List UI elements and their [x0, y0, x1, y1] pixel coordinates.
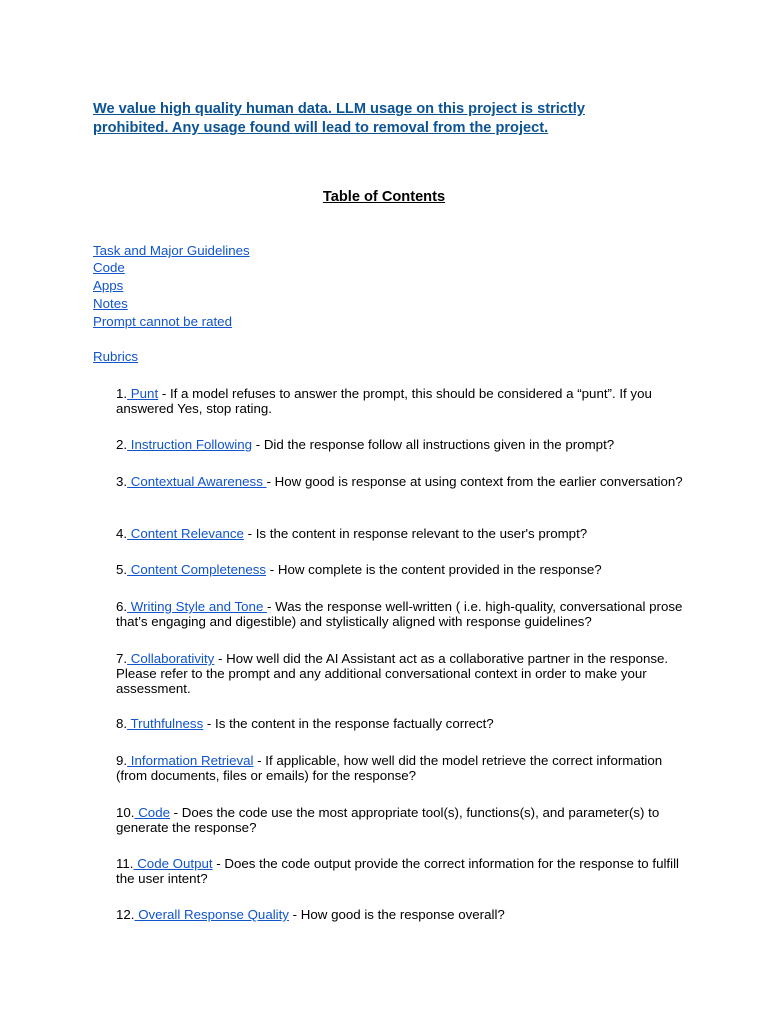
rubric-number: 11.: [116, 856, 134, 871]
rubric-link-code-output[interactable]: Code Output: [133, 856, 213, 871]
rubric-link-code[interactable]: Code: [134, 805, 170, 820]
rubric-link-content-completeness[interactable]: Content Completeness: [127, 562, 267, 577]
rubric-item-content-completeness: [116, 562, 686, 577]
toc-link-code[interactable]: Code: [93, 260, 125, 275]
rubric-item-punt: [116, 386, 686, 416]
rubric-number: 5.: [116, 562, 128, 577]
rubric-link-collaborativity[interactable]: Collaborativity: [127, 651, 215, 666]
rubric-item-information-retrieval: [116, 753, 686, 783]
rubric-description: - Does the code output provide the correct information for the response to fulfill the user intent?: [116, 856, 679, 886]
rubric-number: 6.: [116, 599, 128, 614]
toc-item: [93, 295, 250, 313]
rubric-item-code-output: [116, 856, 686, 886]
rubric-description: - Did the response follow all instructions given in the prompt?: [252, 437, 615, 452]
toc-item: [93, 259, 250, 277]
toc-item: [93, 313, 250, 331]
rubric-link-truthfulness[interactable]: Truthfulness: [127, 716, 204, 731]
rubric-number: 9.: [116, 753, 128, 768]
rubric-description: - Is the content in the response factually correct?: [203, 716, 494, 731]
rubric-description: - If applicable, how well did the model retrieve the correct information (from documents, files or emails) for the response?: [116, 753, 663, 783]
toc-item: [93, 242, 250, 260]
rubric-description: - Is the content in response relevant to the user's prompt?: [243, 526, 588, 541]
rubric-link-overall-response-quality[interactable]: Overall Response Quality: [134, 907, 289, 922]
toc-link-notes[interactable]: Notes: [93, 296, 128, 311]
table-of-contents-list: [93, 242, 250, 331]
toc-link-task-and-major-guidelines[interactable]: Task and Major Guidelines: [93, 243, 250, 258]
rubric-number: 8.: [116, 716, 128, 731]
rubric-number: 7.: [116, 651, 128, 666]
rubric-description: - Does the code use the most appropriate tool(s), functions(s), and parameter(s) to generate the response?: [116, 805, 660, 835]
rubric-description: - How good is the response overall?: [288, 907, 505, 922]
toc-link-rubrics[interactable]: Rubrics: [93, 349, 139, 364]
rubric-link-contextual-awareness[interactable]: Contextual Awareness: [127, 474, 267, 489]
rubric-number: 4.: [116, 526, 128, 541]
rubric-item-truthfulness: [116, 716, 686, 731]
rubric-description: - How good is response at using context from the earlier conversation?: [266, 474, 683, 489]
rubric-description: - If a model refuses to answer the prompt, this should be considered a “punt”. If you answered Yes, stop rating.: [116, 386, 652, 416]
rubric-number: 12.: [116, 907, 135, 922]
toc-link-prompt-cannot-be-rated[interactable]: Prompt cannot be rated: [93, 314, 232, 329]
rubric-number: 1.: [116, 386, 128, 401]
table-of-contents-title: Table of Contents: [322, 189, 446, 205]
rubric-link-information-retrieval[interactable]: Information Retrieval: [127, 753, 254, 768]
rubric-item-code: [116, 805, 686, 835]
rubric-link-writing-style-and-tone[interactable]: Writing Style and Tone: [127, 599, 268, 614]
rubric-item-writing-style-and-tone: [116, 599, 686, 629]
rubric-item-content-relevance: [116, 526, 686, 541]
toc-link-apps[interactable]: Apps: [93, 278, 124, 293]
rubric-link-instruction-following[interactable]: Instruction Following: [127, 437, 252, 452]
rubric-description: - How well did the AI Assistant act as a collaborative partner in the response. Please refer to the prompt and any additional conversational context in order to make your assessment.: [116, 651, 669, 696]
rubric-link-punt[interactable]: Punt: [127, 386, 159, 401]
rubric-number: 2.: [116, 437, 128, 452]
rubric-description: - How complete is the content provided in the response?: [266, 562, 602, 577]
rubric-item-contextual-awareness: [116, 474, 686, 489]
llm-usage-notice: We value high quality human data. LLM usage on this project is strictly prohibited. Any usage found will lead to removal from the project.: [93, 101, 585, 136]
rubric-item-instruction-following: [116, 437, 686, 452]
rubric-link-content-relevance[interactable]: Content Relevance: [127, 526, 244, 541]
rubric-item-collaborativity: [116, 651, 686, 696]
rubric-description: - Was the response well-written ( i.e. high-quality, conversational prose that’s engaging and digestible) and stylistically aligned with response guidelines?: [116, 599, 683, 629]
rubric-item-overall-response-quality: [116, 907, 686, 922]
rubric-number: 3.: [116, 474, 128, 489]
rubric-number: 10.: [116, 805, 135, 820]
toc-item: [93, 277, 250, 295]
